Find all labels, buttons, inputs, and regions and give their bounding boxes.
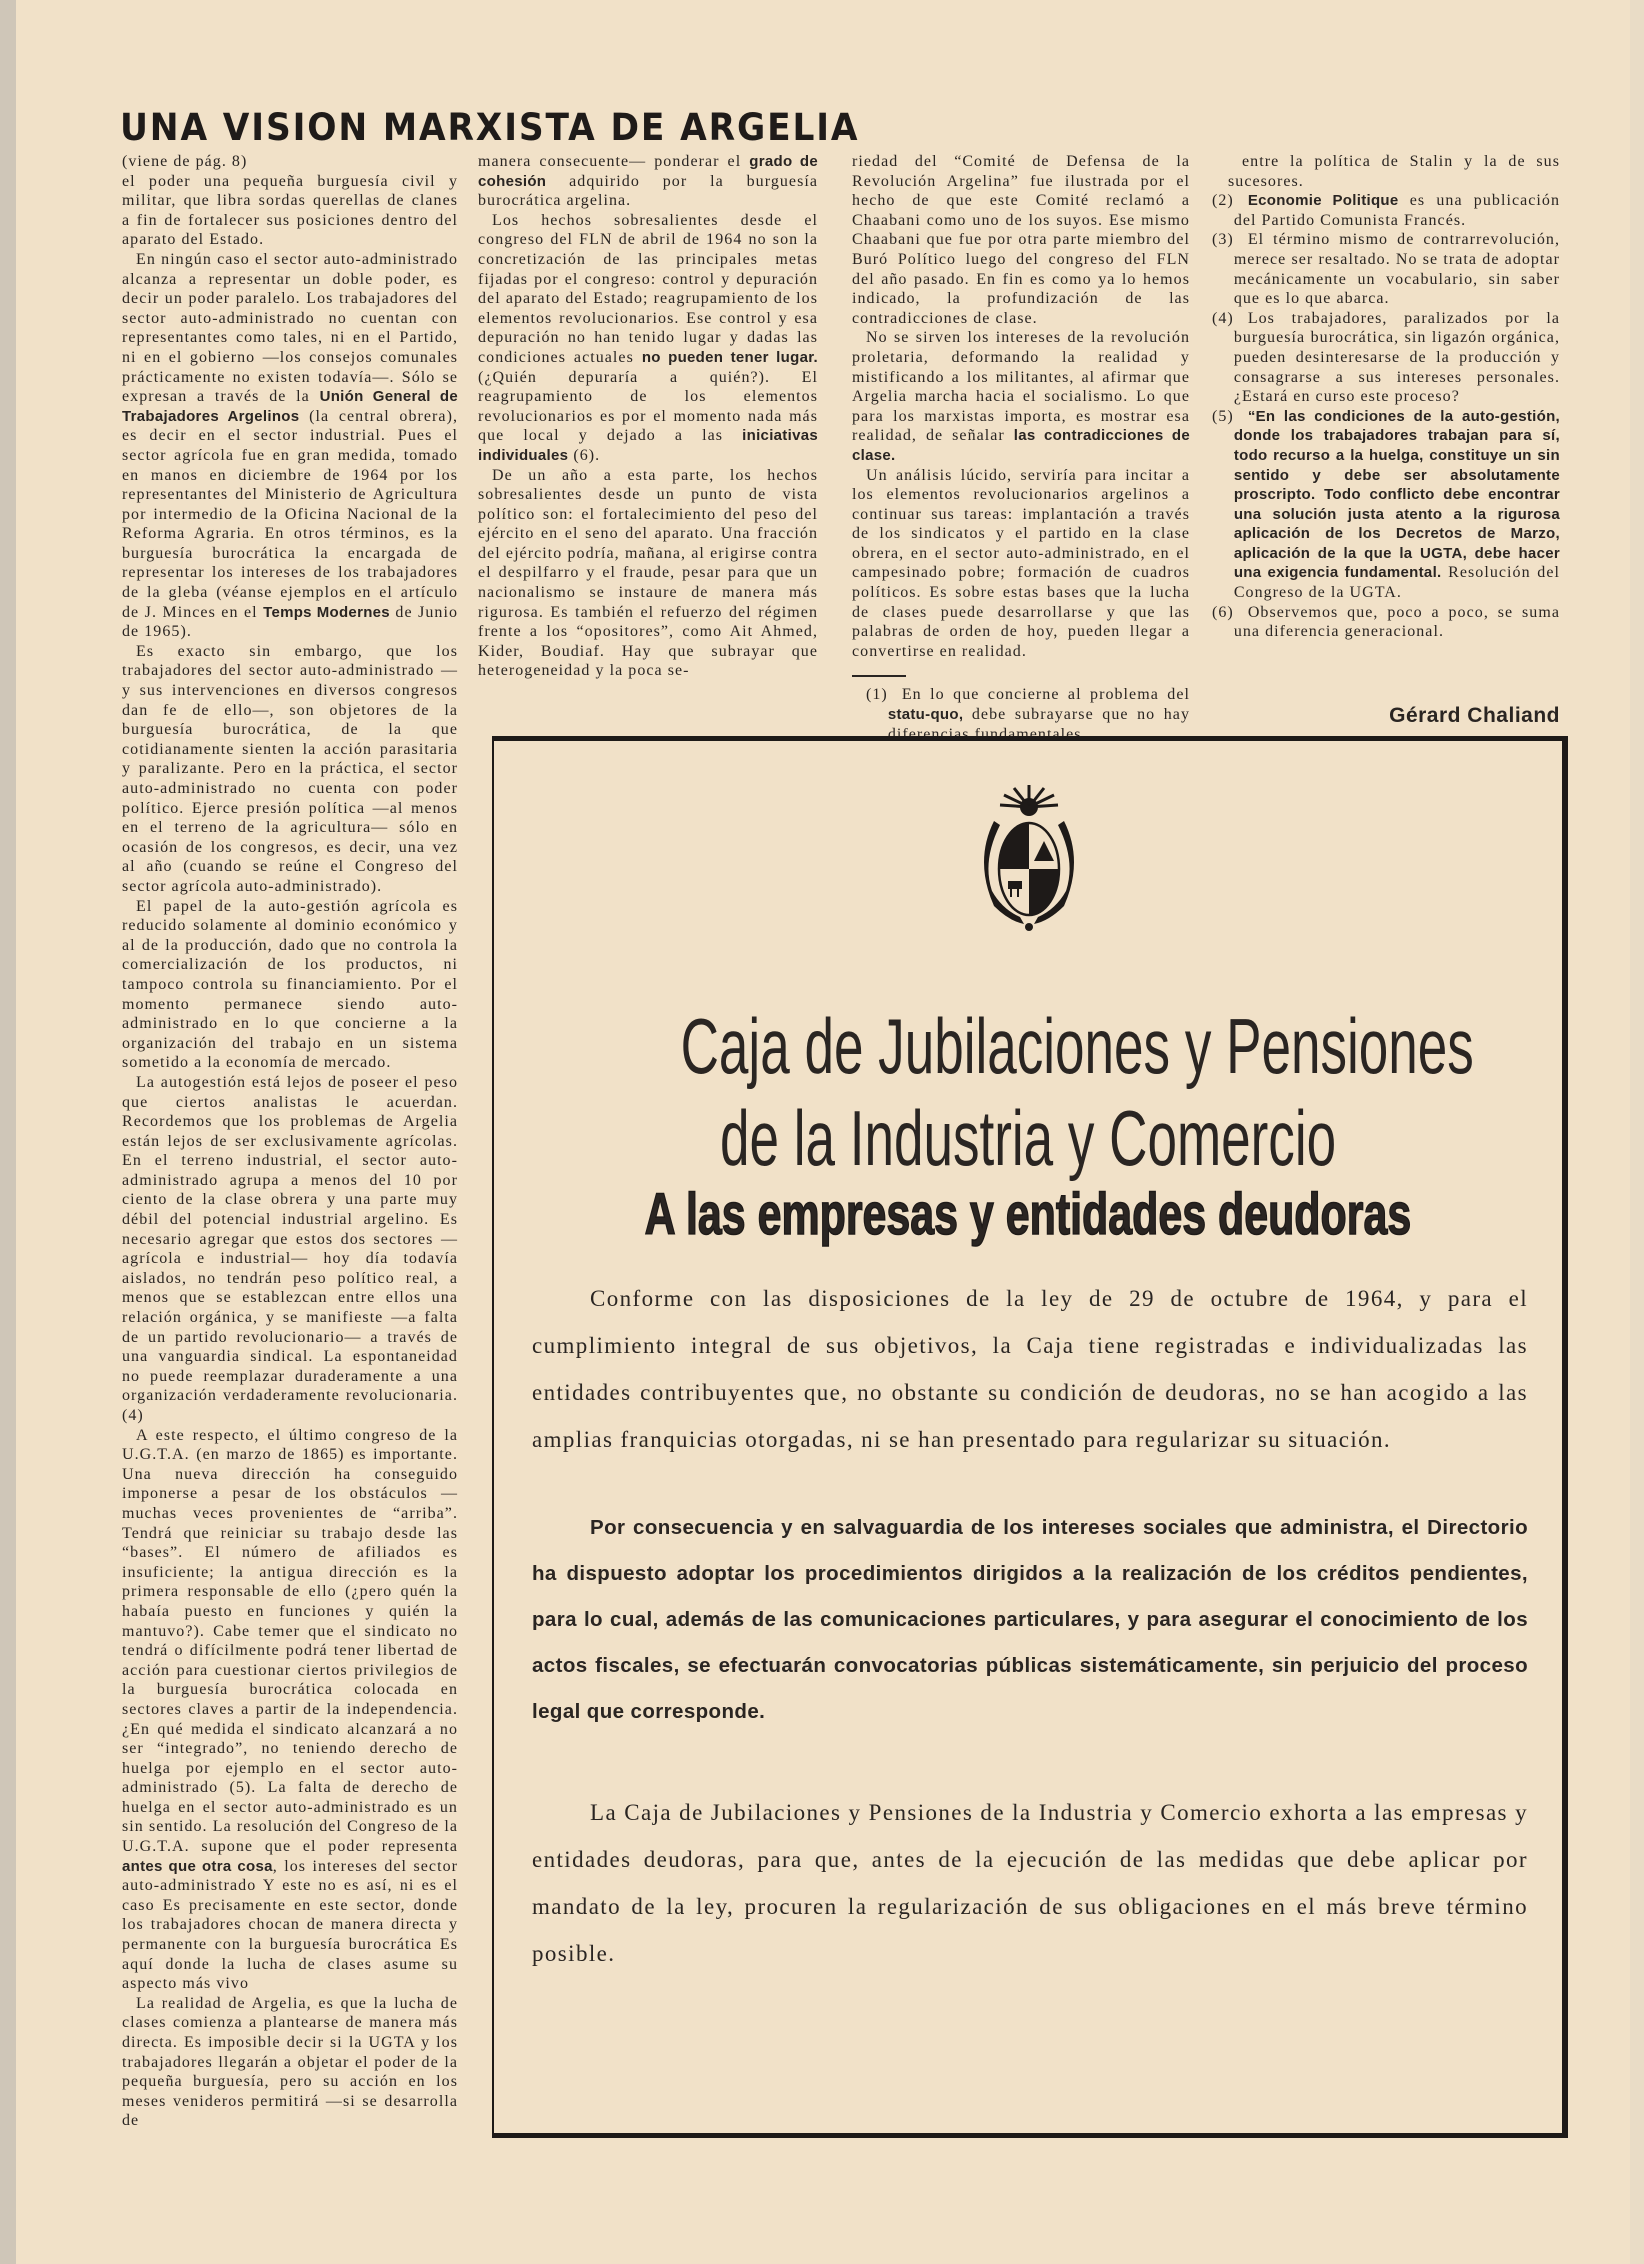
bold-text: “En las condiciones de la auto-gestión, donde los trabajadores trabajan para sí, todo recurso a la huelga, constituye un sin sentido y debe ser absolutamente proscripto. Todo conflicto debe encontrar una solución justa atento a la rigurosa aplicación de los Decretos de Marzo, aplicación de la que la UGTA, debe hacer una exigencia fundamental. [1233,407,1560,582]
text-run: Es exacto sin embargo, que los trabajadores del sector auto-administrado —y sus intervenciones en diversos congresos dan fe de ello—, son objetores de la burguesía burocrática, de la que cotidianamente sienten la acción parasitaria y paralizante. Pero en la práctica, el sector auto-administrado no cuenta con poder político. Ejerce presión política —al menos en el terreno de la agricultura— sólo en ocasión de los congresos, es decir, una vez al año (cuando se reúne el Congreso del sector agrícola auto-administrado). [122,642,458,895]
article-paragraph [478,211,818,466]
page-edge-right [1630,0,1644,2264]
advertisement-box [492,736,1568,2138]
text-run: adquirido por la burguesía burocrática argelina. [478,172,818,210]
article-paragraph [122,642,458,897]
footnote-number: (6) [1212,603,1234,621]
footnote-text [1234,309,1560,407]
coat-of-arms-icon [964,781,1094,931]
text-run: el poder una pequeña burguesía civil y militar, que libra sordas querellas de clanes a fin de fortalecer sus posiciones dentro del aparato del Estado. [122,172,458,249]
ad-paragraph-2-text: Por consecuencia y en salvaguardia de los intereses sociales que administra, el Directorio ha dispuesto adoptar los procedimientos dirigidos a la realización de los créditos pendientes, para lo cual, además de las comunicaciones particulares, y para asegurar el conocimiento de los actos fiscales, se efectuarán convocatorias públicas sistemáticamente, sin perjuicio del proceso legal que corresponde. [532,1516,1528,1723]
article-paragraph [852,328,1190,465]
page-edge [0,0,16,2264]
text-run: El papel de la auto-gestión agrícola es reducido solamente al dominio económico y al de la producción, dado que no controla la comercialización de los productos, ni tampoco controla su financiamiento. Por el momento permanece siendo auto-administrado en lo que concierne a la organización del trabajo en un sistema sometido a la economía de mercado. [122,897,458,1072]
text-run: (6). [568,446,601,464]
footnote [1198,191,1560,230]
text-run: (¿Quién depuraría a quién?). El reagrupamiento de los elementos revolucionarios es por el momento nada más que local y dejado a las [478,368,818,445]
article-title: UNA VISION MARXISTA DE ARGELIA [120,106,860,149]
ad-title-text-2: de la Industria y Comercio [719,1094,1337,1182]
text-run: es una publicación del Partido Comunista Francés. [1233,192,1560,229]
ad-paragraph-2 [532,1505,1528,1735]
text-run: No se sirven los intereses de la revolución proletaria, deformando la realidad y mistificando a los militantes, al afirmar que Argelia marcha hacia el socialismo. Lo que para los marxistas importa, es mostrar esa realidad, de señalar [852,329,1190,445]
article-column-2 [478,152,818,681]
footnote-text [1228,152,1560,191]
article-paragraph [122,1073,458,1426]
article-paragraph [122,1426,458,1994]
text-run: La realidad de Argelia, es que la lucha de clases comienza a plantearse de manera más directa. Es imposible decir si la UGTA y los trabajadores llegarán a objetar el poder de la pequeña burguesía, pero su acción en los meses venideros permitirá —si se desarrolla de [122,1994,458,2130]
footnote [1198,407,1560,603]
footnote-text [1234,191,1560,230]
ad-paragraph-3 [532,1789,1528,1977]
text-run: debe subrayarse que no hay diferencias fundamentales [887,706,1190,743]
article-paragraph [122,250,458,642]
article-paragraph [478,466,818,682]
bold-text: antes que otra cosa [122,1857,273,1875]
article-paragraph [852,152,1190,328]
text-run: A este respecto, el último congreso de la U.G.T.A. (en marzo de 1865) es importante. Una nueva dirección ha conseguido imponerse a pesar de los obstáculos — muchas veces provenientes de “arriba”. Tendrá que reiniciar su trabajo desde las “bases”. El número de afiliados es insuficiente; la antigua dirección es la primera responsable de ello (¿pero quén la habaía puesto en funciones y quién la mantuvo?). Cabe temer que el sindicato no tendrá o difícilmente podrá tener libertad de acción para cuestionar ciertos privilegios de la burguesía burocrática colocada en sectores claves a partir de la independencia. ¿En qué medida el sindicato alcanzará a no ser “integrado”, no teniendo derecho de huelga por ejemplo en el sector auto-administrado (5). La falta de derecho de huelga en el sector auto-administrado es un sin sentido. La resolución del Congreso de la U.G.T.A. supone que el poder representa [122,1426,458,1856]
footnote-number: (4) [1212,309,1234,327]
text-run: Los hechos sobresalientes desde el congreso del FLN de abril de 1964 no son la concretización de las principales metas fijadas por el congreso: control y depuración del aparato del Estado; reagrupamiento de los elementos revolucionarios. Ese control y esa depuración no han tenido lugar y dadas las condiciones actuales [478,211,818,366]
author-signature: Gérard Chaliand [1389,704,1560,727]
ad-headline [494,1181,1562,1248]
text-run: , los intereses del sector auto-administrado Y este no es así, ni es el caso Es precisamente en este sector, donde los trabajadores chocan de manera directa y permanente con la burguesía burocrática Es aquí donde la lucha de clases asume su aspecto más vivo [122,1857,458,1993]
footnote [1198,152,1560,191]
article-paragraph [478,152,818,211]
ad-paragraph-1-text: Conforme con las disposiciones de la ley de 29 de octubre de 1964, y para el cumplimiento integral de sus objetivos, la Caja tiene registradas e individualizadas las entidades contribuyentes que, no obstante su condición de deudoras, no se han acogido a las amplias franquicias otorgadas, ni se han presentado para regularizar su situación. [532,1286,1528,1452]
ad-title-line-1 [494,1001,1562,1091]
footnote-number: (5) [1212,407,1234,425]
article-column-3 [852,152,1190,744]
text-run: manera consecuente— ponderar el [478,153,750,170]
footnote [1198,230,1560,308]
footnote-text [1234,407,1560,603]
text-run: entre la política de Stalin y la de sus sucesores. [1228,153,1560,190]
ad-paragraph-3-text: La Caja de Jubilaciones y Pensiones de la Industria y Comercio exhorta a las empresas y entidades deudoras, para que, antes de la ejecución de las medidas que debe aplicar por mandato de la ley, procuren la regularización de sus obligaciones en el más breve término posible. [532,1800,1528,1966]
footnote-number [1198,152,1228,191]
bold-text: iniciativas individuales [478,427,818,464]
ad-paragraph-1 [532,1275,1528,1463]
bold-text: Economie Politique [1247,192,1399,210]
bold-text: statu-quo, [887,706,964,724]
text-run: de Junio de 1965). [122,603,458,641]
article-paragraph [122,1994,458,2131]
bold-text: las contradicciones de clase. [852,427,1190,464]
footnote-number: (2) [1212,192,1234,210]
text-run: De un año a esta parte, los hechos sobresalientes desde un punto de vista político son: el fortalecimiento del peso del ejército en el seno del aparato. Una fracción del ejército podría, mañana, al erigirse contra el despilfarro y el fraude, pesar para que un nacionalismo se instaure de manera más rigurosa. Es también el refuerzo del régimen frente a los “opositores”, como Ait Ahmed, Kider, Boudiaf. Hay que subrayar que heterogeneidad y la poca se- [478,466,818,680]
text-run: La autogestión está lejos de poseer el peso que ciertos analistas le acuerdan. Recordemos que los problemas de Argelia están lejos de ser exclusivamente agrícolas. En el terreno industrial, el sector auto-administrado agrupa a menos del 10 por ciento de la clase obrera y una parte muy débil del potencial industrial argelino. Es necesario agregar que estos dos sectores —agrícola e industrial— hoy día todavía aislados, no tendrán peso político real, a menos que se establezcan entre ellos una relación orgánica, y se manifieste —a falta de un partido revolucionario— a través de una vanguardia sindical. La espontaneidad no puede reemplazar duraderamente a una organización verdaderamente revolucionaria. (4) [122,1073,458,1424]
text-run: (la central obrera), es decir en el sector industrial. Pues el sector agrícola fue en gran medida, tomado en manos en diciembre de 1964 por los representantes del Ministerio de Agricultura por intermedio de la Oficina Nacional de la Reforma Agraria. En otros términos, es la burguesía burocrática la encargada de representar los intereses de los trabajadores de la gleba (véanse ejemplos en el artículo de J. Minces en el [122,407,459,621]
text-run: Resolución del Congreso de la UGTA. [1233,564,1560,602]
footnote [1198,603,1560,642]
ad-title-text-1: Caja de Jubilaciones y Pensiones [680,1002,1474,1090]
bold-text: grado de cohesión [478,153,819,190]
ad-title-line-2 [494,1093,1562,1183]
footnote-number: (3) [1212,231,1234,249]
bold-text: Unión General de Trabajadores Argelinos [122,388,458,425]
footnote [1198,309,1560,407]
text-run: Un análisis lúcido, serviría para incitar a los elementos revolucionarios argelinos a continuar sus tareas: implantación a través de los sindicatos y el partido en la clase obrera, en el sector auto-administrado, en el campesinado pobre; formación de cuadros políticos. Es sobre estas bases que la lucha de clases puede desarrollarse y que las palabras de orden de hoy, pueden llegar a convertirse en realidad. [852,466,1190,660]
footnote-text [1234,603,1560,642]
text-run: Los trabajadores, paralizados por la burguesía burocrática, sin ligazón orgánica, pueden desinteresarse de la producción y consagrarse a sus intereses personales. ¿Estará en curso este proceso? [1233,309,1560,406]
article-paragraph [122,172,458,250]
footnote-number: (1) [866,686,888,704]
footnote-divider [852,675,906,677]
bold-text: Temps Modernes [263,603,390,621]
text-run: En ningún caso el sector auto-administrado alcanza a representar un doble poder, es decir un poder paralelo. Los trabajadores del sector auto-administrado no cuentan con representantes como tales, ni en el Partido, ni en el gobierno —los consejos comunales prácticamente no existen todavía—. Sólo se expresan a través de la [122,250,458,406]
text-run: riedad del “Comité de Defensa de la Revolución Argelina” fue ilustrada por el hecho de que este Comité reclamó a Chaabani como uno de los suyos. Ese mismo Chaabani que fue por otra parte miembro del Buró Político luego del congreso del FLN del año pasado. En fin es como ya lo hemos indicado, la profundización de las contradicciones de clase. [852,153,1190,327]
text-run: Observemos que, poco a poco, se suma una diferencia generacional. [1233,603,1560,641]
article-paragraph [852,466,1190,662]
ad-headline-text: A las empresas y entidades deudoras [644,1182,1412,1247]
bold-text: no pueden tener lugar. [641,348,818,366]
text-run: El término mismo de contrarrevolución, merece ser resaltado. No se trata de adoptar mecánicamente un vocabulario, sin saber que es lo que abarca. [1233,231,1560,308]
continued-note: (viene de pág. 8) [122,153,248,170]
article-column-1 [122,152,458,2131]
article-paragraph [122,897,458,1073]
text-run: En lo que concierne al problema del [901,686,1190,704]
article-column-4 [1198,152,1560,642]
footnote-text [1234,230,1560,308]
